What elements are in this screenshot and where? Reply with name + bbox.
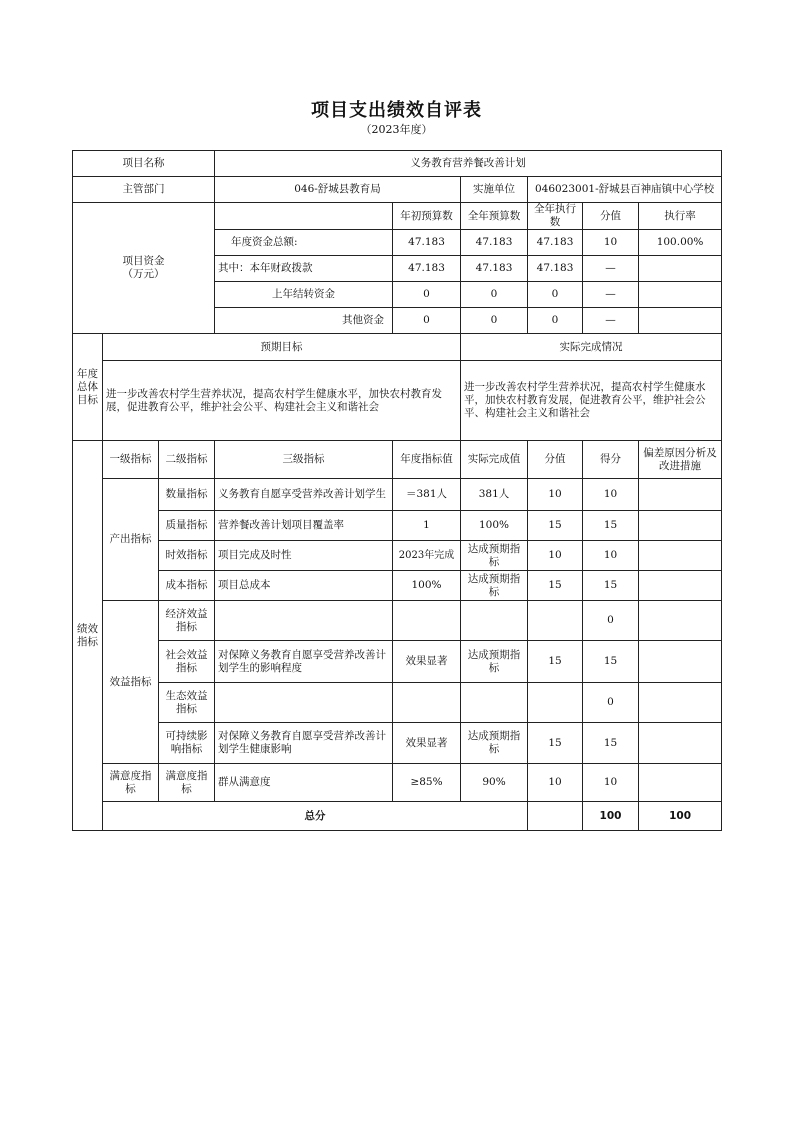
indicator-header: 一级指标 bbox=[103, 441, 159, 479]
funds-row-label: 其他资金 bbox=[215, 308, 393, 334]
indicator-level3 bbox=[215, 683, 393, 723]
indicator-level3 bbox=[215, 601, 393, 641]
indicator-note bbox=[639, 601, 722, 641]
indicator-header: 得分 bbox=[583, 441, 639, 479]
indicator-header: 年度指标值 bbox=[393, 441, 461, 479]
funds-cell bbox=[639, 282, 722, 308]
indicator-actual: 达成预期指标 bbox=[461, 541, 528, 571]
indicator-header: 偏差原因分析及改进措施 bbox=[639, 441, 722, 479]
indicator-level2: 可持续影响指标 bbox=[159, 723, 215, 764]
indicator-note bbox=[639, 683, 722, 723]
indicator-level3: 项目完成及时性 bbox=[215, 541, 393, 571]
indicator-got: 10 bbox=[583, 479, 639, 511]
indicator-level3: 项目总成本 bbox=[215, 571, 393, 601]
indicator-row bbox=[73, 723, 722, 764]
indicator-actual: 达成预期指标 bbox=[461, 723, 528, 764]
funds-cell: 47.183 bbox=[528, 230, 583, 256]
indicator-level2: 质量指标 bbox=[159, 511, 215, 541]
indicator-level3: 对保障义务教育自愿享受营养改善计划学生的影响程度 bbox=[215, 641, 393, 683]
goals-actual-header: 实际完成情况 bbox=[461, 334, 722, 361]
indicator-note bbox=[639, 541, 722, 571]
page-title: 项目支出绩效自评表 bbox=[311, 100, 482, 121]
indicator-actual: 100% bbox=[461, 511, 528, 541]
indicator-got: 15 bbox=[583, 571, 639, 601]
indicator-target bbox=[393, 601, 461, 641]
indicator-target: 1 bbox=[393, 511, 461, 541]
project-name-label: 项目名称 bbox=[73, 151, 215, 177]
indicator-target: ＝381人 bbox=[393, 479, 461, 511]
indicator-actual bbox=[461, 683, 528, 723]
unit-value: 046023001-舒城县百神庙镇中心学校 bbox=[528, 177, 722, 203]
indicator-level1: 产出指标 bbox=[103, 479, 159, 601]
funds-label: 项目资金 （万元） bbox=[73, 203, 215, 334]
funds-cell: 47.183 bbox=[461, 256, 528, 282]
funds-cell: 0 bbox=[461, 308, 528, 334]
indicator-header: 三级指标 bbox=[215, 441, 393, 479]
indicator-row bbox=[73, 479, 722, 511]
funds-cell: 10 bbox=[583, 230, 639, 256]
indicator-got: 10 bbox=[583, 541, 639, 571]
indicator-got: 15 bbox=[583, 723, 639, 764]
dept-value: 046-舒城县教育局 bbox=[215, 177, 461, 203]
indicator-level3: 对保障义务教育自愿享受营养改善计划学生健康影响 bbox=[215, 723, 393, 764]
indicator-level2: 时效指标 bbox=[159, 541, 215, 571]
indicator-note bbox=[639, 571, 722, 601]
indicator-row bbox=[73, 511, 722, 541]
indicator-level2: 满意度指标 bbox=[159, 764, 215, 802]
indicator-score: 10 bbox=[528, 764, 583, 802]
funds-row-label: 其中：本年财政拨款 bbox=[215, 256, 393, 282]
funds-header: 分值 bbox=[583, 203, 639, 230]
total-got: 100 bbox=[639, 802, 722, 831]
indicator-score bbox=[528, 601, 583, 641]
total-blank bbox=[528, 802, 583, 831]
indicator-got: 0 bbox=[583, 683, 639, 723]
funds-header-blank bbox=[215, 203, 393, 230]
indicator-got: 15 bbox=[583, 511, 639, 541]
indicator-score: 15 bbox=[528, 723, 583, 764]
funds-cell: — bbox=[583, 282, 639, 308]
indicator-row bbox=[73, 601, 722, 641]
indicator-got: 15 bbox=[583, 641, 639, 683]
total-label: 总分 bbox=[103, 802, 528, 831]
funds-header: 全年执行数 bbox=[528, 203, 583, 230]
funds-row-label: 上年结转资金 bbox=[215, 282, 393, 308]
indicator-level3: 群从满意度 bbox=[215, 764, 393, 802]
indicator-row bbox=[73, 541, 722, 571]
indicator-actual: 381人 bbox=[461, 479, 528, 511]
funds-cell: — bbox=[583, 308, 639, 334]
funds-cell: 100.00% bbox=[639, 230, 722, 256]
indicator-score bbox=[528, 683, 583, 723]
indicator-note bbox=[639, 764, 722, 802]
indicator-level3: 义务教育自愿享受营养改善计划学生 bbox=[215, 479, 393, 511]
indicator-level2: 经济效益指标 bbox=[159, 601, 215, 641]
indicator-level2: 社会效益指标 bbox=[159, 641, 215, 683]
indicator-target bbox=[393, 683, 461, 723]
indicator-level2: 数量指标 bbox=[159, 479, 215, 511]
project-name-value: 义务教育营养餐改善计划 bbox=[215, 151, 722, 177]
indicator-actual: 达成预期指标 bbox=[461, 641, 528, 683]
funds-header: 年初预算数 bbox=[393, 203, 461, 230]
indicator-actual: 90% bbox=[461, 764, 528, 802]
indicator-score: 10 bbox=[528, 479, 583, 511]
indicator-score: 15 bbox=[528, 641, 583, 683]
indicators-label: 绩效 指标 bbox=[73, 441, 103, 831]
funds-cell: 0 bbox=[461, 282, 528, 308]
total-score: 100 bbox=[583, 802, 639, 831]
indicator-actual: 达成预期指标 bbox=[461, 571, 528, 601]
indicator-score: 10 bbox=[528, 541, 583, 571]
funds-cell: 0 bbox=[528, 282, 583, 308]
indicator-row bbox=[73, 571, 722, 601]
funds-cell: 47.183 bbox=[393, 256, 461, 282]
indicator-target: 效果显著 bbox=[393, 723, 461, 764]
indicator-level2: 生态效益指标 bbox=[159, 683, 215, 723]
indicator-note bbox=[639, 479, 722, 511]
funds-cell bbox=[639, 256, 722, 282]
indicator-level2: 成本指标 bbox=[159, 571, 215, 601]
indicator-actual bbox=[461, 601, 528, 641]
indicator-note bbox=[639, 511, 722, 541]
evaluation-table bbox=[72, 150, 722, 831]
total-row bbox=[73, 802, 722, 831]
indicator-header: 分值 bbox=[528, 441, 583, 479]
unit-label: 实施单位 bbox=[461, 177, 528, 203]
goals-actual-text: 进一步改善农村学生营养状况，提高农村学生健康水平，加快农村教育发展，促进教育公平，维护社会公平、构建社会主义和谐社会 bbox=[461, 361, 722, 441]
goals-label: 年度 总体 目标 bbox=[73, 334, 103, 441]
page-subtitle: （2023年度） bbox=[360, 123, 433, 136]
indicator-score: 15 bbox=[528, 511, 583, 541]
indicator-target: 效果显著 bbox=[393, 641, 461, 683]
indicator-score: 15 bbox=[528, 571, 583, 601]
funds-header: 全年预算数 bbox=[461, 203, 528, 230]
funds-row-label: 年度资金总额: bbox=[215, 230, 393, 256]
indicator-header: 实际完成值 bbox=[461, 441, 528, 479]
funds-cell: 47.183 bbox=[461, 230, 528, 256]
indicator-row bbox=[73, 683, 722, 723]
indicator-row bbox=[73, 764, 722, 802]
indicator-got: 0 bbox=[583, 601, 639, 641]
indicator-target: 100% bbox=[393, 571, 461, 601]
funds-cell: — bbox=[583, 256, 639, 282]
funds-cell: 0 bbox=[393, 308, 461, 334]
goals-expected-header: 预期目标 bbox=[103, 334, 461, 361]
funds-header: 执行率 bbox=[639, 203, 722, 230]
indicator-target: ≥85% bbox=[393, 764, 461, 802]
funds-cell: 47.183 bbox=[393, 230, 461, 256]
indicator-target: 2023年完成 bbox=[393, 541, 461, 571]
dept-label: 主管部门 bbox=[73, 177, 215, 203]
funds-cell: 0 bbox=[528, 308, 583, 334]
indicator-level1: 满意度指标 bbox=[103, 764, 159, 802]
indicator-level3: 营养餐改善计划项目覆盖率 bbox=[215, 511, 393, 541]
funds-cell: 0 bbox=[393, 282, 461, 308]
indicator-row bbox=[73, 641, 722, 683]
indicator-note bbox=[639, 641, 722, 683]
funds-cell bbox=[639, 308, 722, 334]
indicator-level1: 效益指标 bbox=[103, 601, 159, 764]
funds-cell: 47.183 bbox=[528, 256, 583, 282]
indicator-header: 二级指标 bbox=[159, 441, 215, 479]
indicator-note bbox=[639, 723, 722, 764]
indicator-got: 10 bbox=[583, 764, 639, 802]
goals-expected-text: 进一步改善农村学生营养状况，提高农村学生健康水平，加快农村教育发展，促进教育公平，维护社会公平、构建社会主义和谐社会 bbox=[103, 361, 461, 441]
